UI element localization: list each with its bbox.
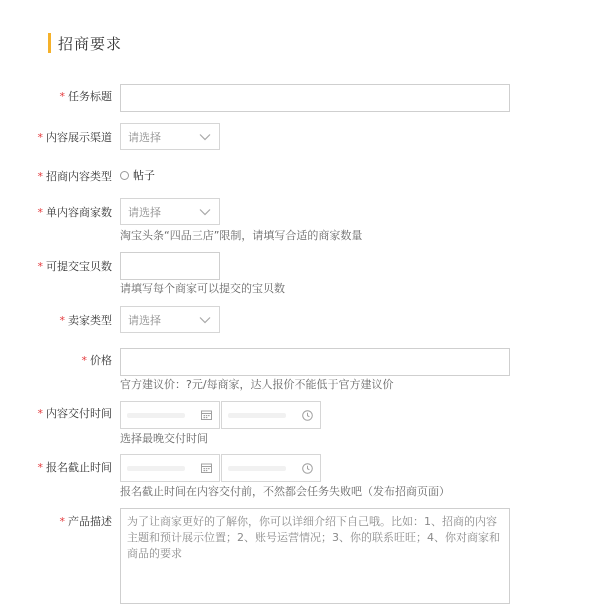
product-description-label-text: 产品描述 xyxy=(68,515,112,528)
merchants-per-content-label-text: 单内容商家数 xyxy=(46,206,112,219)
time-placeholder xyxy=(228,413,286,418)
calendar-icon xyxy=(201,463,212,473)
clock-icon xyxy=(302,463,313,474)
seller-type-selected: 请选择 xyxy=(128,313,161,327)
task-title-input[interactable] xyxy=(120,84,510,112)
price-label-text: 价格 xyxy=(90,354,112,367)
delivery-time-label xyxy=(38,405,113,421)
delivery-time-label-text: 内容交付时间 xyxy=(46,407,112,420)
required-star: * xyxy=(59,314,65,327)
submittable-items-label-text: 可提交宝贝数 xyxy=(46,260,112,273)
clock-icon xyxy=(302,410,313,421)
required-star: * xyxy=(37,461,43,474)
calendar-icon xyxy=(201,410,212,420)
chevron-down-icon xyxy=(199,133,211,141)
task-title-label xyxy=(60,88,113,104)
radio-circle-icon[interactable] xyxy=(120,171,129,180)
merchants-per-content-selected: 请选择 xyxy=(128,205,161,219)
submittable-items-label xyxy=(38,258,113,274)
required-star: * xyxy=(59,515,65,528)
required-star: * xyxy=(59,90,65,103)
merchants-per-content-label xyxy=(38,204,113,220)
display-channel-select[interactable] xyxy=(120,123,220,150)
seller-type-label-text: 卖家类型 xyxy=(68,314,112,327)
display-channel-label xyxy=(38,129,113,145)
content-type-label xyxy=(38,168,113,184)
signup-deadline-hint: 报名截止时间在内容交付前，不然都会任务失败吧（发布招商页面） xyxy=(120,485,450,498)
display-channel-label-text: 内容展示渠道 xyxy=(46,131,112,144)
submittable-items-hint: 请填写每个商家可以提交的宝贝数 xyxy=(120,282,285,295)
required-star: * xyxy=(81,354,87,367)
delivery-time-hint: 选择最晚交付时间 xyxy=(120,432,208,445)
price-hint: 官方建议价：?元/每商家，达人报价不能低于官方建议价 xyxy=(120,378,394,391)
time-placeholder xyxy=(228,466,286,471)
signup-deadline-label-text: 报名截止时间 xyxy=(46,461,112,474)
section-title: 招商要求 xyxy=(58,34,123,53)
required-star: * xyxy=(37,131,43,144)
required-star: * xyxy=(37,260,43,273)
section-accent-bar xyxy=(48,33,51,53)
signup-deadline-time-picker[interactable] xyxy=(221,454,321,482)
delivery-date-picker[interactable] xyxy=(120,401,220,429)
product-description-textarea[interactable] xyxy=(120,508,510,604)
content-type-option-label: 帖子 xyxy=(133,169,155,182)
price-input[interactable] xyxy=(120,348,510,376)
date-placeholder xyxy=(127,413,185,418)
merchants-per-content-hint: 淘宝头条“四品三店”限制，请填写合适的商家数量 xyxy=(120,229,363,242)
required-star: * xyxy=(37,170,43,183)
submittable-items-input[interactable] xyxy=(120,252,220,280)
product-description-label xyxy=(60,513,113,529)
task-title-label-text: 任务标题 xyxy=(68,90,112,103)
signup-deadline-date-picker[interactable] xyxy=(120,454,220,482)
merchants-per-content-select[interactable] xyxy=(120,198,220,225)
chevron-down-icon xyxy=(199,316,211,324)
content-type-label-text: 招商内容类型 xyxy=(46,170,112,183)
seller-type-select[interactable] xyxy=(120,306,220,333)
delivery-time-picker[interactable] xyxy=(221,401,321,429)
signup-deadline-label xyxy=(38,459,113,475)
display-channel-selected: 请选择 xyxy=(128,130,161,144)
required-star: * xyxy=(37,206,43,219)
chevron-down-icon xyxy=(199,208,211,216)
seller-type-label xyxy=(60,312,113,328)
price-label xyxy=(82,352,113,368)
section-header xyxy=(48,32,122,54)
content-type-radio-post[interactable] xyxy=(120,167,155,183)
required-star: * xyxy=(37,407,43,420)
date-placeholder xyxy=(127,466,185,471)
